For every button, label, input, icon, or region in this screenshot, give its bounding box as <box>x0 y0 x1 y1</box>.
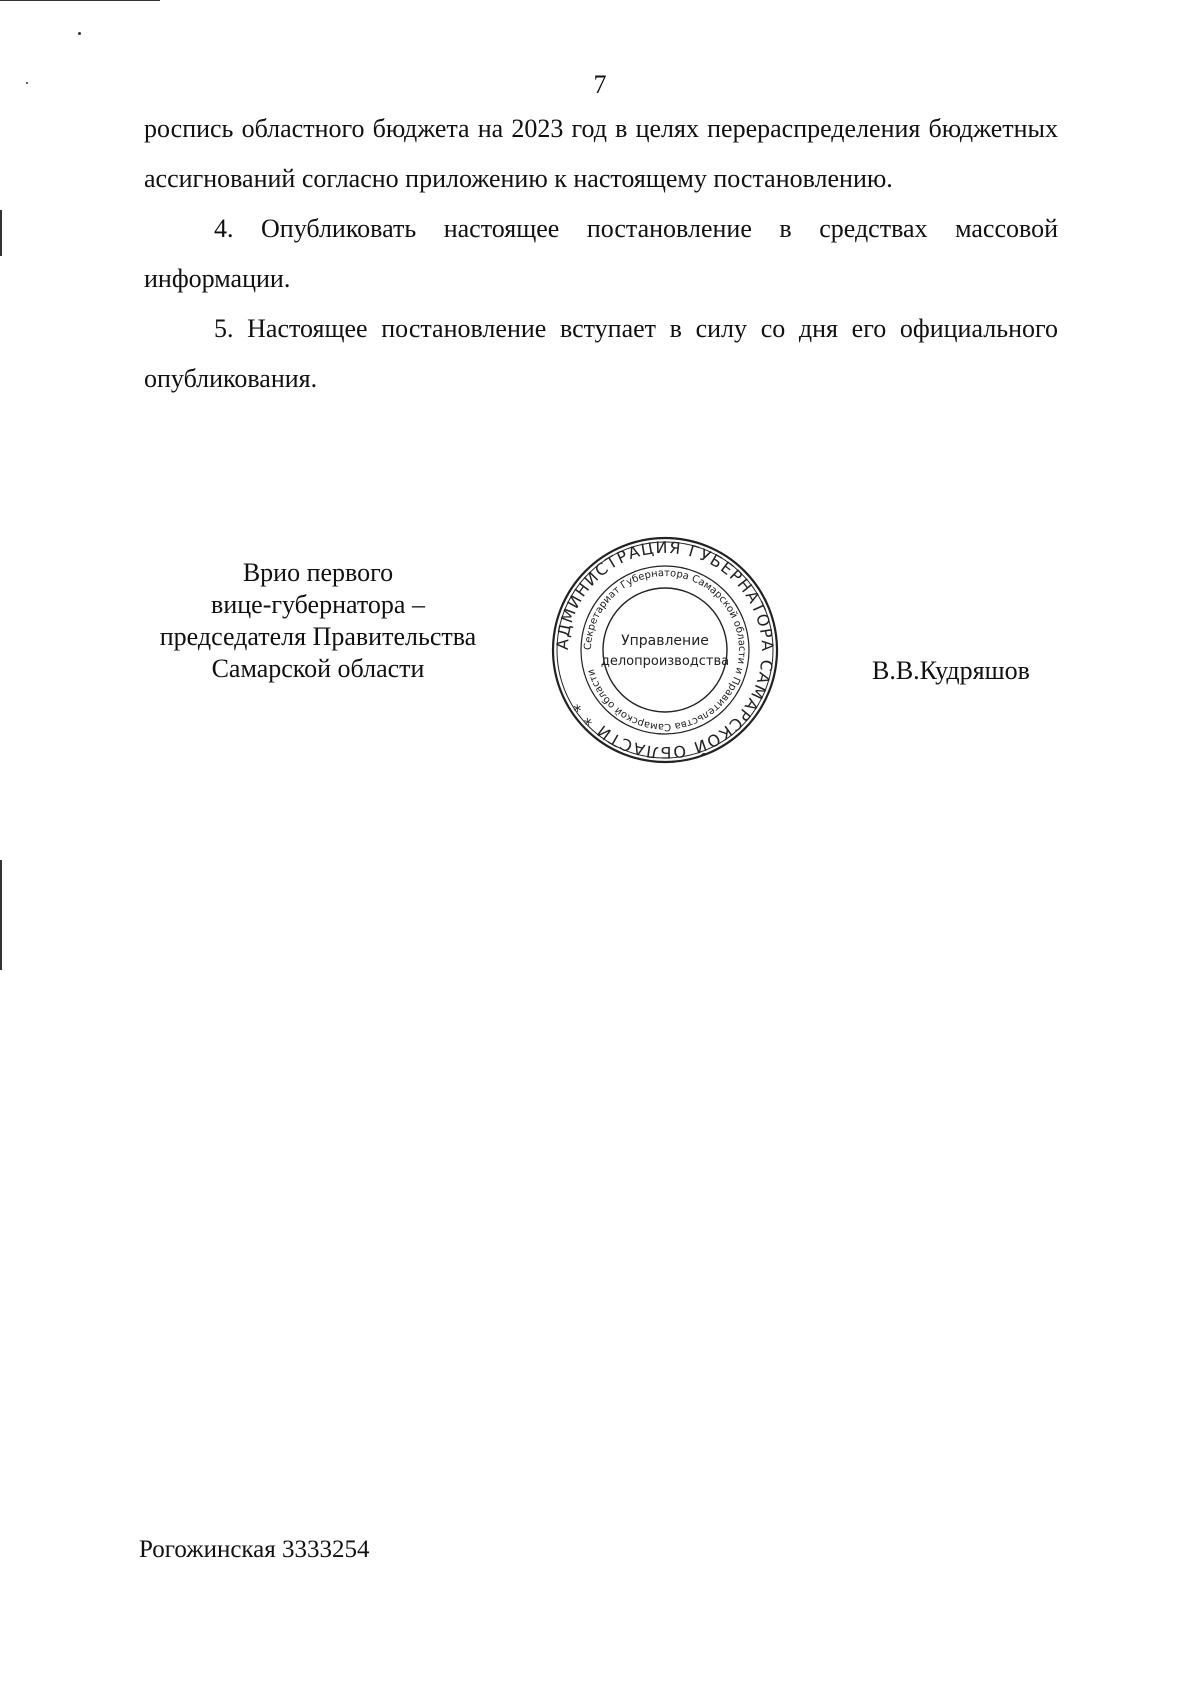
seal-center-line-1: Управление <box>621 633 709 649</box>
paragraph-1: роспись областного бюджета на 2023 год в целях перераспределения бюджетных ассигнований согласно приложению к настоящему постановлению. <box>144 114 1058 193</box>
scan-artifact-left-bar <box>0 210 2 256</box>
scan-artifact-left-bar <box>0 860 2 970</box>
signatory-title-line: вице-губернатора – <box>211 590 425 619</box>
official-seal <box>550 535 780 765</box>
paragraph-2: 4. Опубликовать настоящее постановление в средствах массовой информации. <box>144 214 1058 293</box>
seal-inner-text: Секретариат Губернатора Самарской области и Правительства Самарской области <box>582 567 748 733</box>
scan-artifact-dot <box>78 32 81 35</box>
document-body <box>144 104 1058 404</box>
signatory-title-line: Врио первого <box>242 558 394 587</box>
seal-outer-text: АДМИНИСТРАЦИЯ ГУБЕРНАТОРА САМАРСКОЙ ОБЛАСТИ * * <box>552 537 778 763</box>
signatory-name: В.В.Кудряшов <box>872 656 1030 685</box>
page-number: 7 <box>593 70 607 99</box>
signatory-title <box>140 557 496 685</box>
seal-center-line-2: делопроизводства <box>600 654 730 669</box>
signatory-title-line: председателя Правительства <box>159 622 477 651</box>
scan-artifact-top-line <box>0 0 160 1</box>
paragraph-3: 5. Настоящее постановление вступает в силу со дня его официального опубликования. <box>144 314 1058 393</box>
signatory-title-line: Самарской области <box>211 654 425 683</box>
executor-contact: Рогожинская 3333254 <box>139 1536 370 1563</box>
